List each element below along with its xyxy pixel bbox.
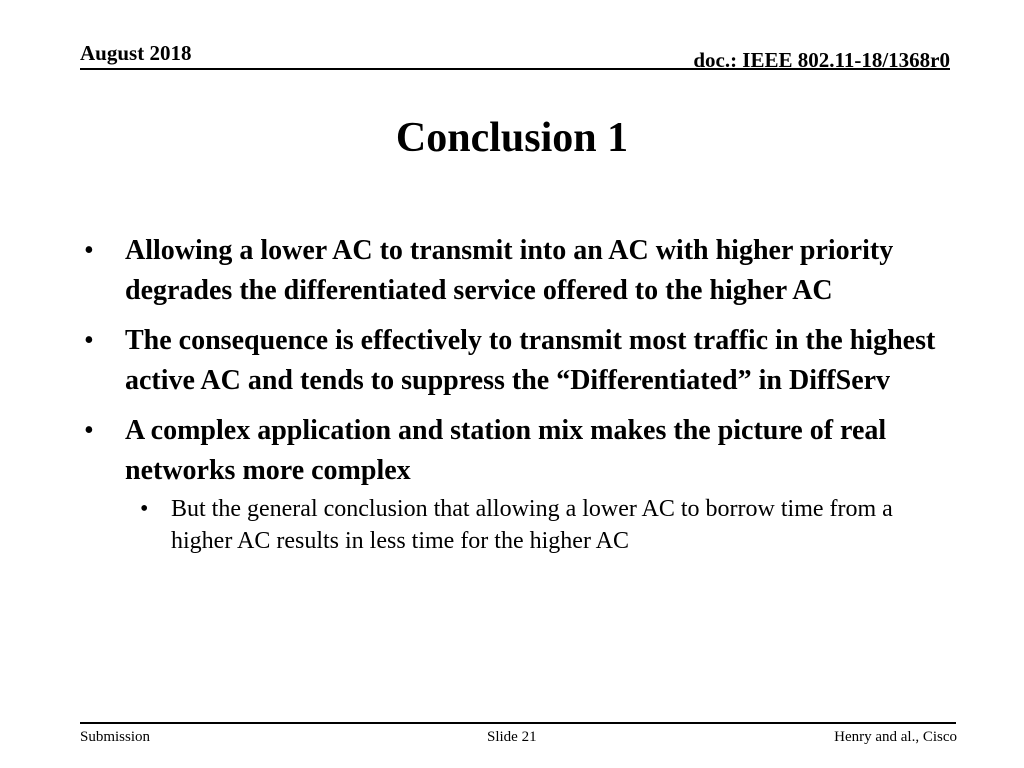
slide-title: Conclusion 1 (395, 115, 629, 161)
sub-bullet-item (80, 493, 940, 557)
bullet-text: Allowing a lower AC to transmit into an AC with higher priority degrades the differentiated service offered to the higher AC (125, 235, 894, 306)
sub-bullet-icon: • (140, 496, 149, 522)
bullet-text: The consequence is effectively to transmit most traffic in the highest active AC and tends to suppress the “Differentiated” in DiffServ (125, 325, 936, 396)
footer-divider (80, 722, 956, 724)
sub-bullet-text: But the general conclusion that allowing a lower AC to borrow time from a higher AC results in less time for the higher AC (171, 496, 893, 554)
bullet-icon: • (84, 415, 94, 446)
header-doc-number: doc.: IEEE 802.11-18/1368r0 (693, 48, 950, 72)
bullet-item (80, 321, 940, 401)
bullet-icon: • (84, 235, 94, 266)
bullet-item (80, 411, 940, 491)
bullet-item (80, 231, 940, 311)
footer-slide-number: Slide 21 (487, 729, 537, 745)
bullet-text: A complex application and station mix makes the picture of real networks more complex (125, 415, 887, 486)
bullet-icon: • (84, 325, 94, 356)
footer-submission: Submission (80, 729, 151, 745)
header-date: August 2018 (80, 41, 192, 65)
footer-authors: Henry and al., Cisco (834, 729, 957, 745)
bullet-list (80, 231, 940, 557)
header-divider (80, 68, 950, 70)
